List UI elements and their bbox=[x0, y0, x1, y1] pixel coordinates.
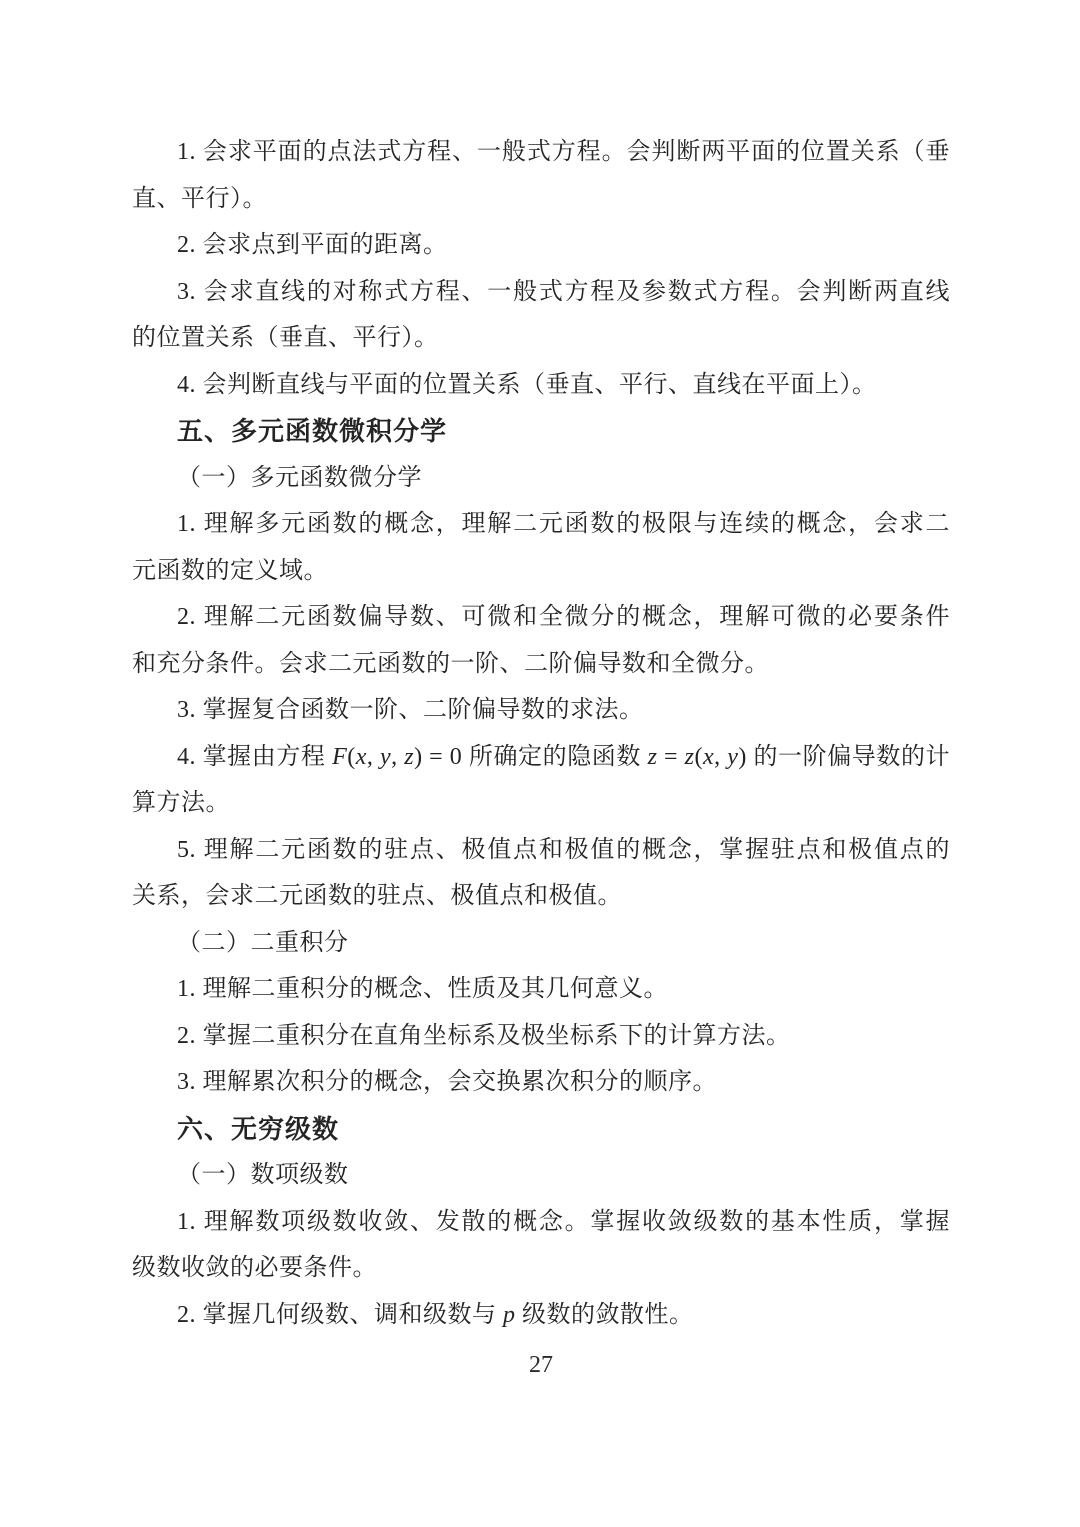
body-line: 元函数的定义域。 bbox=[132, 557, 328, 584]
body-line: 关系，会求二元函数的驻点、极值点和极值。 bbox=[132, 883, 622, 909]
body-line: 1. 理解多元函数的概念，理解二元函数的极限与连续的概念，会求二 bbox=[177, 511, 950, 537]
math-variable: y bbox=[380, 743, 392, 770]
math-variable: z bbox=[404, 743, 415, 770]
body-line: 2. 理解二元函数偏导数、可微和全微分的概念，理解可微的必要条件 bbox=[177, 604, 950, 630]
body-line: 3. 会求直线的对称式方程、一般式方程及参数式方程。会判断两直线 bbox=[177, 278, 950, 305]
math-variable: x bbox=[702, 743, 715, 770]
math-variable: z bbox=[647, 743, 658, 770]
body-line: 算方法。 bbox=[132, 790, 230, 816]
text-segment: = bbox=[657, 743, 685, 770]
section-heading: 六、无穷级数 bbox=[177, 1113, 340, 1144]
subsection-heading: （一）多元函数微分学 bbox=[177, 464, 422, 491]
body-line: 5. 理解二元函数的驻点、极值点和极值的概念，掌握驻点和极值点的 bbox=[177, 836, 950, 863]
math-variable: x bbox=[355, 743, 367, 770]
math-variable: p bbox=[503, 1301, 516, 1328]
subsection-heading: （二）二重积分 bbox=[177, 929, 349, 956]
text-segment: , bbox=[366, 743, 381, 770]
text-segment: ) bbox=[738, 743, 754, 770]
body-line: 级数收敛的必要条件。 bbox=[132, 1255, 377, 1281]
math-variable: z bbox=[684, 743, 695, 770]
body-line: 3. 理解累次积分的概念，会交换累次积分的顺序。 bbox=[177, 1069, 717, 1095]
text-segment: 级数的敛散性。 bbox=[515, 1301, 694, 1328]
text-segment: , bbox=[714, 743, 728, 770]
text-segment: 2. 掌握几何级数、调和级数与 bbox=[177, 1301, 503, 1328]
body-line-math bbox=[132, 1292, 950, 1339]
body-line: 1. 理解二重积分的概念、性质及其几何意义。 bbox=[177, 976, 668, 1002]
text-segment: 所确定的隐函数 bbox=[468, 743, 648, 770]
page-number: 27 bbox=[529, 1352, 553, 1378]
body-line: 3. 掌握复合函数一阶、二阶偏导数的求法。 bbox=[177, 697, 644, 723]
body-line: 1. 理解数项级数收敛、发散的概念。掌握收敛级数的基本性质，掌握 bbox=[177, 1208, 950, 1235]
math-variable: F bbox=[332, 743, 348, 770]
body-line: 1. 会求平面的点法式方程、一般式方程。会判断两平面的位置关系（垂 bbox=[177, 139, 950, 165]
body-line-math bbox=[132, 734, 950, 781]
body-line: 4. 会判断直线与平面的位置关系（垂直、平行、直线在平面上）。 bbox=[177, 371, 877, 398]
body-line: 直、平行）。 bbox=[132, 185, 267, 212]
section-heading: 五、多元函数微积分学 bbox=[177, 416, 448, 446]
text-segment: 的一阶偏导数的计 bbox=[753, 743, 951, 770]
text-segment: ) = 0 bbox=[414, 743, 469, 770]
body-line: 2. 掌握二重积分在直角坐标系及极坐标系下的计算方法。 bbox=[177, 1022, 791, 1049]
text-segment: ( bbox=[694, 743, 703, 770]
body-line: 的位置关系（垂直、平行）。 bbox=[132, 325, 439, 351]
math-variable: y bbox=[727, 743, 739, 770]
text-segment: 4. 掌握由方程 bbox=[177, 743, 333, 770]
text-segment: ( bbox=[347, 743, 356, 770]
body-line: 2. 会求点到平面的距离。 bbox=[177, 232, 448, 258]
text-segment: , bbox=[391, 743, 405, 770]
body-line: 和充分条件。会求二元函数的一阶、二阶偏导数和全微分。 bbox=[132, 650, 769, 677]
subsection-heading: （一）数项级数 bbox=[177, 1162, 349, 1188]
